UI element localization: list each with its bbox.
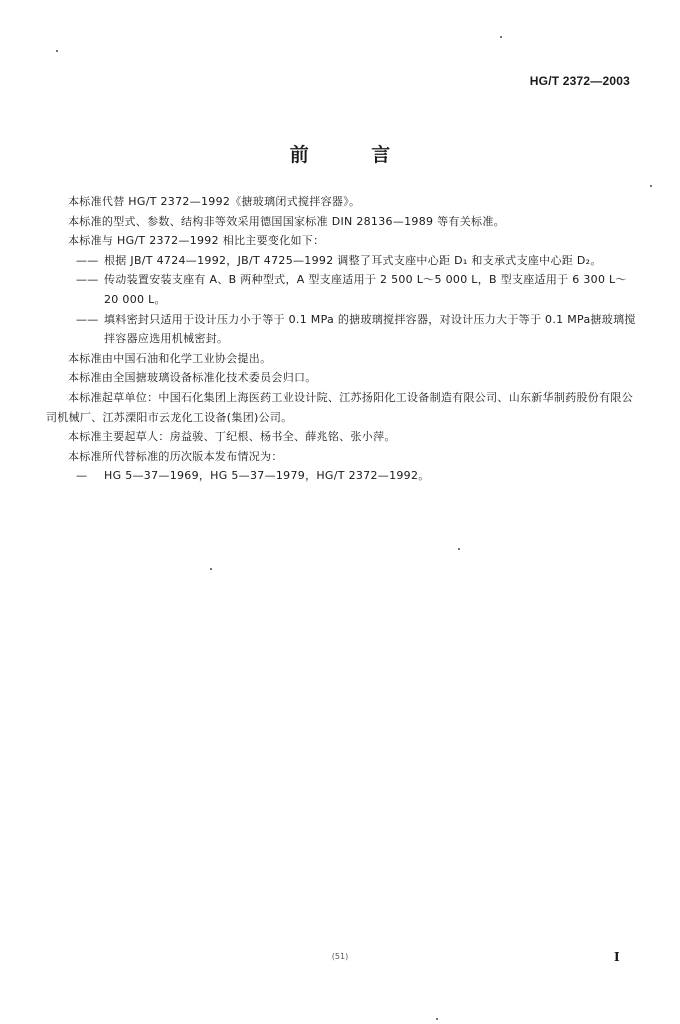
scan-speck	[436, 1018, 438, 1020]
page-number: (51)	[331, 952, 349, 961]
change-item-3	[46, 310, 638, 349]
item-text: HG 5—37—1969，HG 5—37—1979，HG/T 2372—1992。	[104, 469, 430, 483]
paragraph-proposer: 本标准由中国石油和化学工业协会提出。	[68, 351, 272, 365]
standard-code: HG/T 2372—2003	[529, 74, 630, 88]
page-title: 前 言	[289, 144, 419, 166]
foreword-body	[46, 192, 638, 486]
paragraph-committee: 本标准由全国搪玻璃设备标准化技术委员会归口。	[68, 371, 317, 385]
item-text: 根据 JB/T 4724—1992，JB/T 4725—1992 调整了耳式支座中心距 D₁ 和支承式支座中心距 D₂。	[104, 253, 602, 267]
item-dash: ——	[76, 273, 99, 287]
scan-speck	[210, 568, 212, 570]
scan-speck	[458, 548, 460, 550]
item-dash: —	[76, 469, 88, 483]
paragraph-history-intro: 本标准所代替标准的历次版本发布情况为：	[68, 449, 283, 463]
paragraph-drafting-units: 本标准起草单位：中国石化集团上海医药工业设计院、江苏扬阳化工设备制造有限公司、山东新华制药股份有限公司机械厂、江苏溧阳市云龙化工设备(集团)公司。	[46, 390, 633, 424]
paragraph-adoption: 本标准的型式、参数、结构非等效采用德国国家标准 DIN 28136—1989 等有关标准。	[68, 214, 505, 228]
roman-page-numeral: I	[614, 950, 620, 964]
change-item-2	[46, 270, 638, 309]
item-text: 填料密封只适用于设计压力小于等于 0.1 MPa 的搪玻璃搅拌容器，对设计压力大于等于 0.1 MPa搪玻璃搅拌容器应选用机械密封。	[104, 312, 636, 346]
paragraph-changes-intro: 本标准与 HG/T 2372—1992 相比主要变化如下：	[68, 234, 325, 248]
scan-speck	[500, 36, 502, 38]
change-item-1	[46, 251, 638, 271]
item-text: 传动装置安装支座有 A、B 两种型式，A 型支座适用于 2 500 L～5 000 L，B 型支座适用于 6 300 L～20 000 L。	[104, 273, 627, 306]
history-item	[46, 466, 638, 486]
paragraph-replaces: 本标准代替 HG/T 2372—1992《搪玻璃闭式搅拌容器》。	[68, 195, 361, 208]
paragraph-drafters: 本标准主要起草人：房益骏、丁纪根、杨书全、薛兆铭、张小萍。	[68, 430, 396, 444]
scan-speck	[56, 50, 58, 52]
item-dash: ——	[76, 253, 99, 267]
scan-speck	[650, 185, 652, 187]
item-dash: ——	[76, 312, 99, 326]
